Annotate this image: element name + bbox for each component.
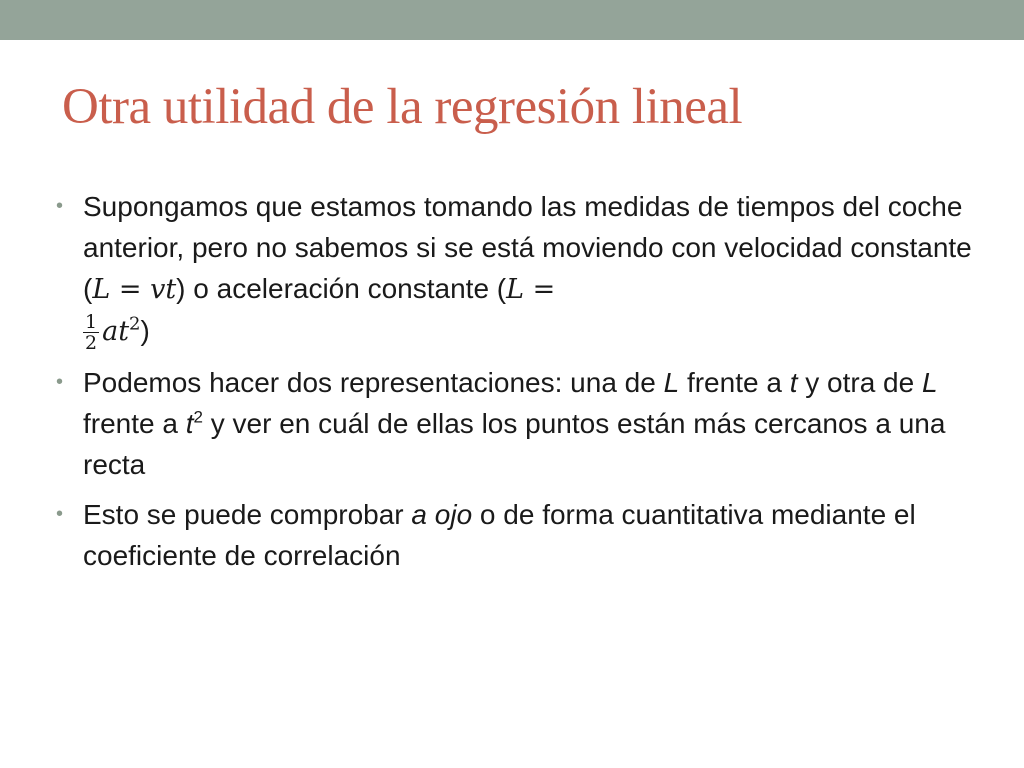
- bullet-3-text-part-2: o de forma cuantitativa mediante el coeficiente de correlación: [83, 499, 916, 572]
- equation-velocity-lhs: L: [92, 274, 111, 305]
- bullet-2-text-part-3: y otra de: [797, 367, 922, 399]
- equation-acceleration-rhs: at: [102, 316, 130, 347]
- bullet-3-text-part-1: Esto se puede comprobar: [83, 499, 412, 531]
- bullet-2-text-part-4: frente a: [83, 408, 186, 440]
- fraction-one-half: [83, 312, 99, 353]
- fraction-denominator: 2: [85, 332, 98, 355]
- fraction-numerator: 1: [85, 311, 98, 334]
- bullet-1-middle: ) o aceleración constante (: [176, 273, 507, 304]
- bullet-list: [56, 186, 982, 585]
- equation-acceleration-operator: =: [524, 274, 556, 305]
- bullet-item-3: [56, 494, 982, 576]
- bullet-item-1: [56, 186, 982, 355]
- bullet-1-text: Supongamos que estamos tomando las medidas de tiempos del coche anterior, pero no sabemos si se está moviendo con velocidad constante (: [83, 191, 972, 304]
- equation-acceleration-lhs: L: [506, 274, 525, 305]
- bullet-2-text-part-1: Podemos hacer dos representaciones: una de: [83, 367, 664, 399]
- bullet-2-text-part-2: frente a: [679, 367, 790, 399]
- bullet-icon: •: [56, 503, 64, 526]
- equation-exponent: 2: [129, 313, 141, 335]
- top-accent-bar: [0, 0, 1024, 40]
- variable-l: L: [921, 367, 938, 399]
- variable-l: L: [663, 367, 680, 399]
- slide-title: Otra utilidad de la regresión lineal: [62, 79, 743, 135]
- superscript-2: 2: [193, 407, 203, 427]
- variable-t: t: [185, 408, 194, 440]
- bullet-icon: •: [56, 371, 64, 394]
- bullet-icon: •: [56, 195, 64, 217]
- bullet-item-2: [56, 362, 982, 485]
- bullet-2-text-part-5: y ver en cuál de ellas los puntos están más cercanos a una recta: [83, 408, 946, 481]
- equation-velocity-rhs: vt: [150, 274, 177, 305]
- variable-t: t: [789, 367, 798, 399]
- equation-velocity-operator: =: [110, 274, 151, 305]
- emphasis-a-ojo: a ojo: [411, 499, 473, 531]
- bullet-1-end: ): [140, 315, 150, 346]
